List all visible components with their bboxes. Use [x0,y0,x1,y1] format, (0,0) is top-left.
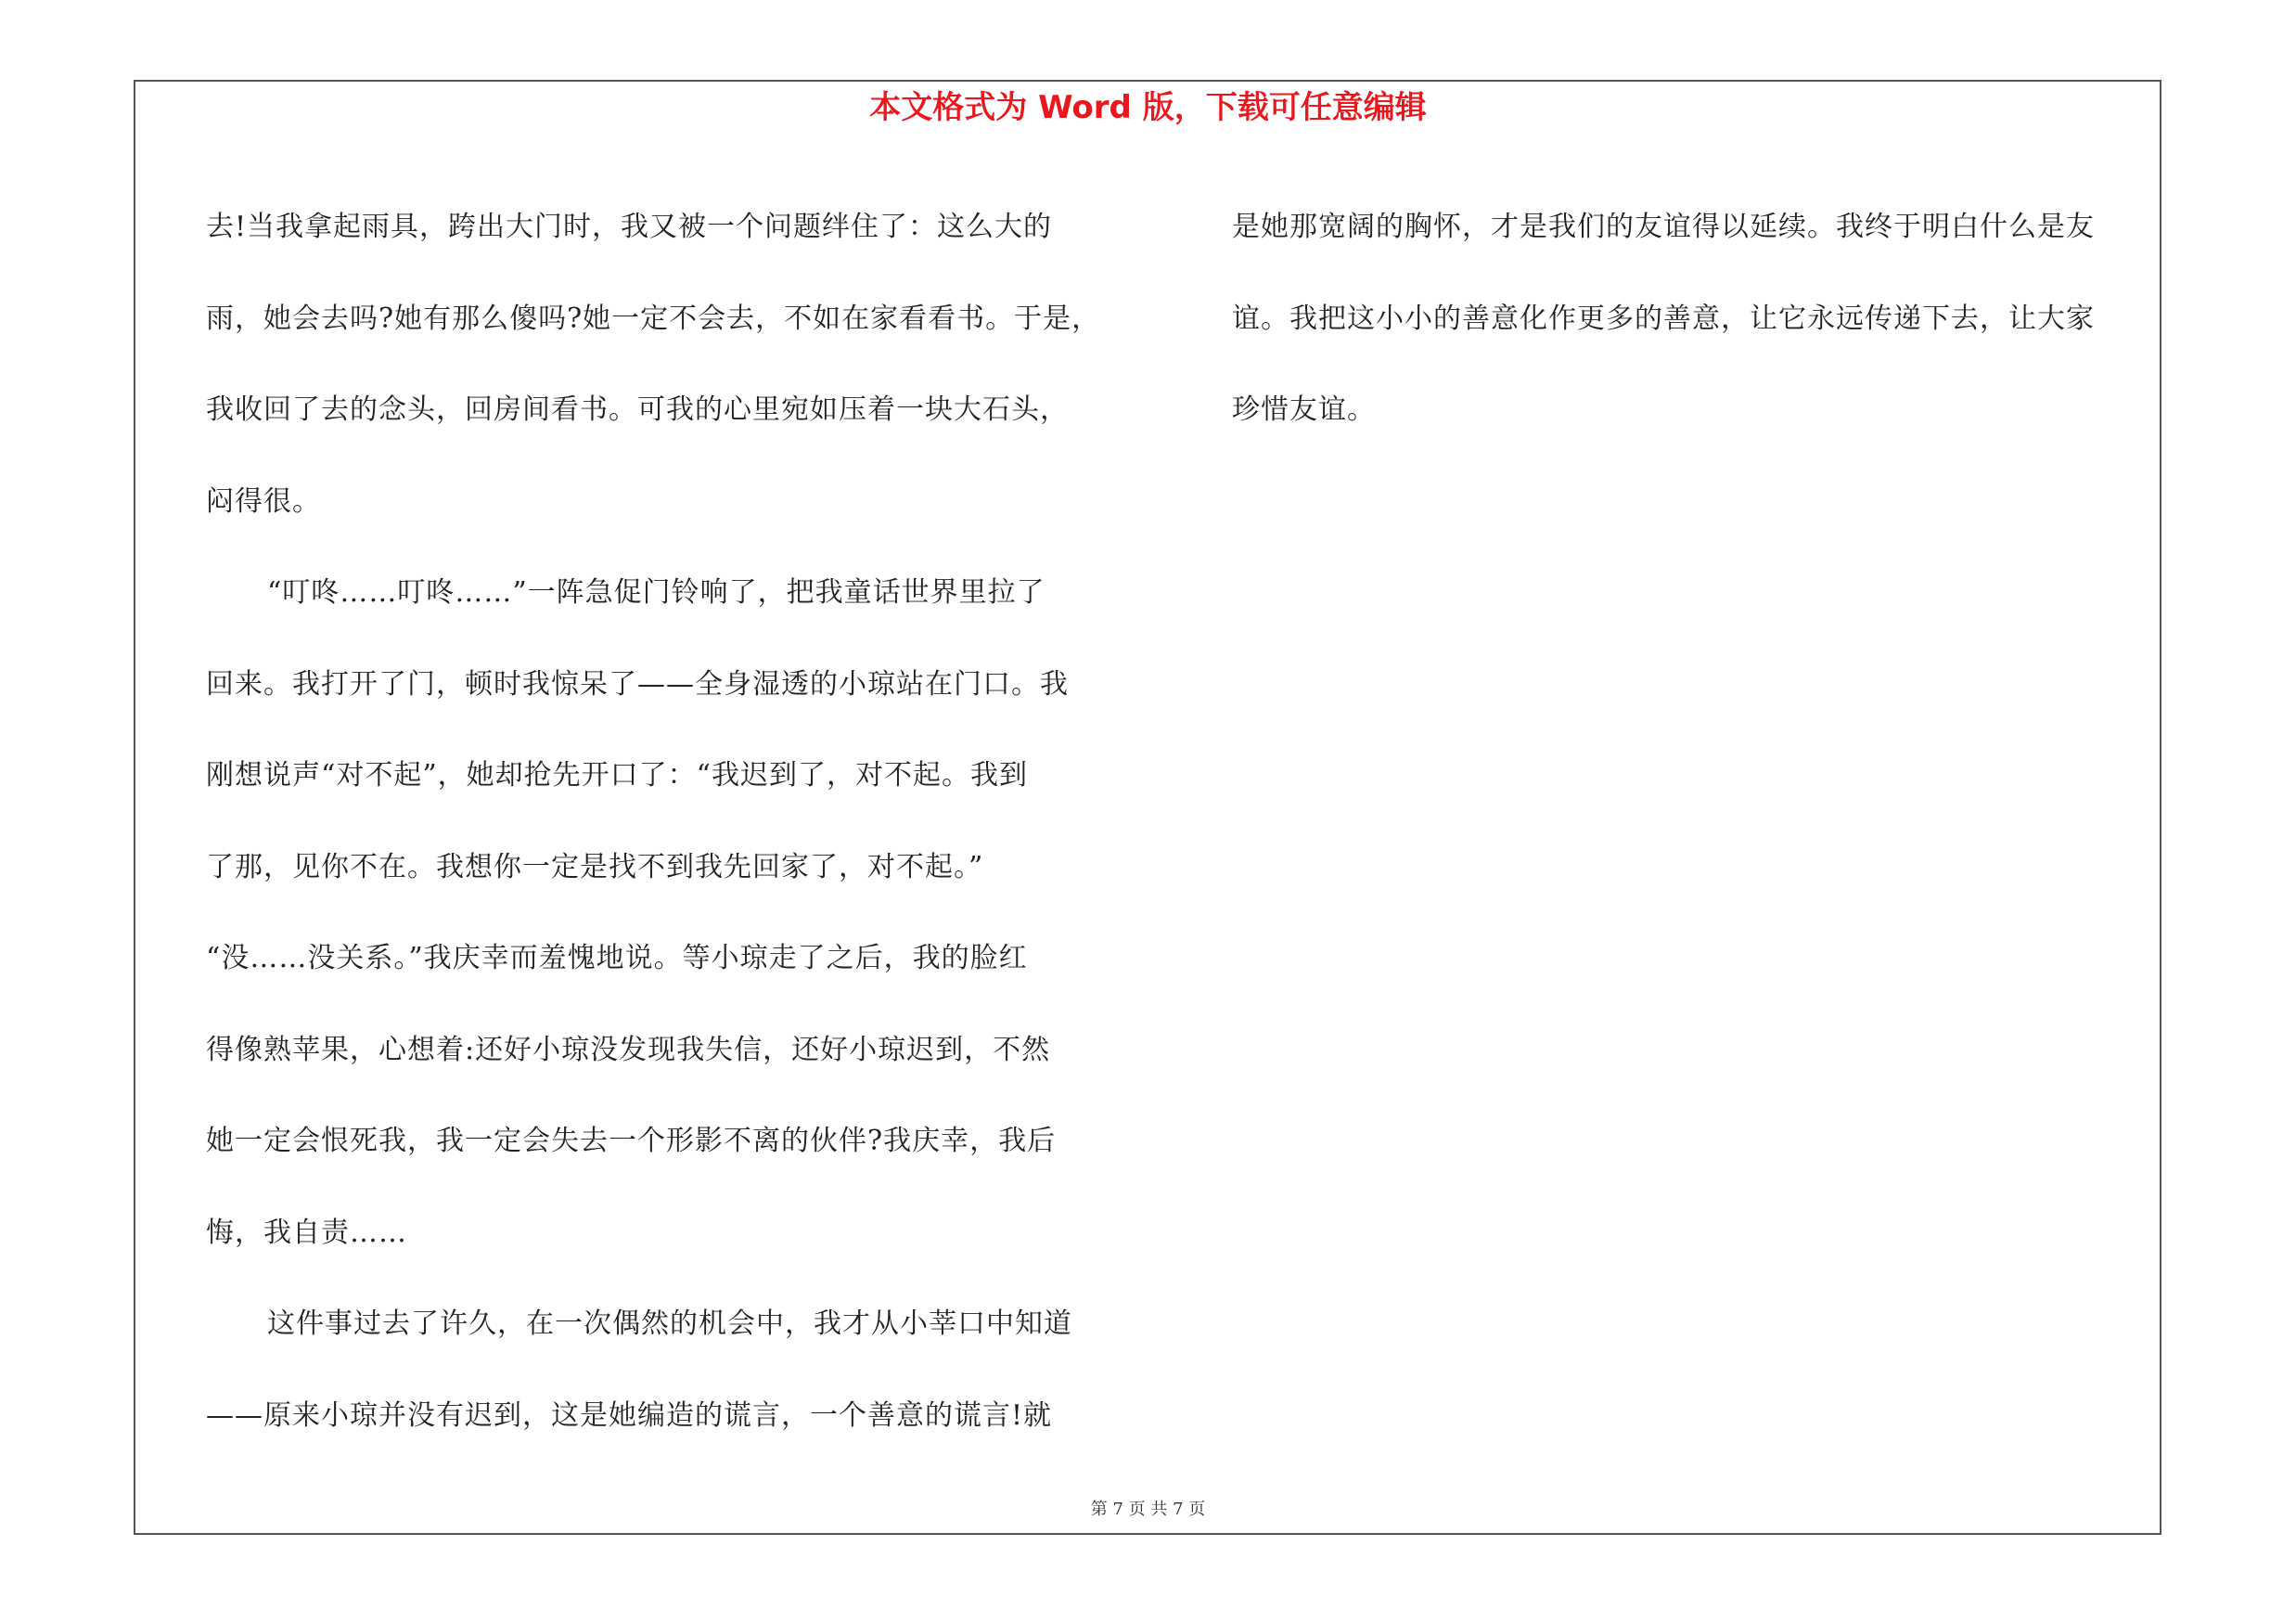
text-line: 谊。我把这小小的善意化作更多的善意，让它永远传递下去，让大家 [1232,302,2095,335]
text-line: 去!当我拿起雨具，跨出大门时，我又被一个问题绊住了：这么大的 [206,211,1053,243]
text-line: 是她那宽阔的胸怀，才是我们的友谊得以延续。我终于明白什么是友 [1232,211,2095,243]
text-line: “没……没关系。”我庆幸而羞愧地说。等小琼走了之后，我的脸红 [206,942,1028,974]
text-line: 珍惜友谊。 [1232,393,1376,426]
text-line: 悔，我自责…… [206,1216,407,1249]
text-column-right [1232,182,2160,457]
text-line: “叮咚……叮咚……”一阵急促门铃响了，把我童话世界里拉了 [267,576,1045,609]
text-column-left [206,182,1134,1462]
text-line: 了那，见你不在。我想你一定是找不到我先回家了，对不起。” [206,850,984,883]
page-number-footer: 第 7 页 共 7 页 [1090,1500,1206,1519]
text-line: 她一定会恨死我，我一定会失去一个形影不离的伙伴?我庆幸，我后 [206,1125,1057,1157]
text-line: 这件事过去了许久，在一次偶然的机会中，我才从小莘口中知道 [267,1307,1072,1340]
text-line: 闷得很。 [206,484,321,518]
text-line: 回来。我打开了门，顿时我惊呆了——全身湿透的小琼站在门口。我 [206,667,1069,701]
text-line: 我收回了去的念头，回房间看书。可我的心里宛如压着一块大石头， [206,393,1069,426]
document-header-title: 本文格式为 Word 版，下载可任意编辑 [869,89,1427,126]
text-line: 得像熟苹果，心想着:还好小琼没发现我失信，还好小琼迟到，不然 [206,1033,1051,1066]
text-line: 雨，她会去吗?她有那么傻吗?她一定不会去，不如在家看看书。于是， [206,302,1101,335]
text-line: ——原来小琼并没有迟到，这是她编造的谎言，一个善意的谎言!就 [206,1398,1053,1432]
text-line: 刚想说声“对不起”，她却抢先开口了：“我迟到了，对不起。我到 [206,759,1029,792]
